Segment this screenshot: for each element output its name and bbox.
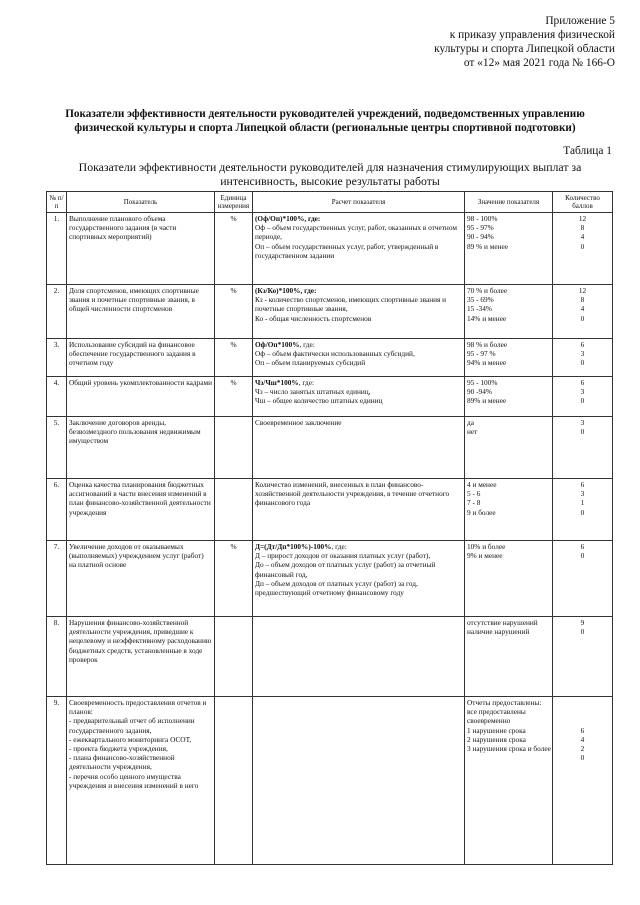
value-line: 89% и менее xyxy=(467,396,507,406)
value-line: 15 -34% xyxy=(467,304,492,314)
score-value: 0 xyxy=(580,507,585,517)
value-line: нет xyxy=(467,427,478,437)
score-value: 3 xyxy=(580,489,585,499)
indicator-line: - проекта бюджета учреждения, xyxy=(69,744,168,754)
row-number: 6. xyxy=(47,479,67,541)
score-value: 0 xyxy=(580,627,585,637)
indicator-cell xyxy=(67,697,215,865)
calculation-line: Чш – общее количество штатных единиц xyxy=(255,396,383,406)
value-cell xyxy=(465,479,553,541)
indicator-cell: Нарушения финансово-хозяйственной деятельности учреждения, приведшие к нецелевому и неэффективному расходованию бюджетных средств, установленные в ходе проверок xyxy=(67,617,215,697)
appendix-line-1: Приложение 5 xyxy=(545,15,615,27)
value-cell xyxy=(465,541,553,617)
indicator-cell: Выполнение планового объема государственного задания (в части спортивных мероприятий) xyxy=(67,213,215,285)
score-cell xyxy=(553,417,613,479)
score-value: 0 xyxy=(580,427,585,437)
score-value: 2 xyxy=(580,744,585,754)
row-number: 3. xyxy=(47,339,67,377)
value-line: 90 - 94% xyxy=(467,232,494,242)
value-line: наличие нарушений xyxy=(467,627,530,637)
table-row xyxy=(47,617,613,697)
indicators-table xyxy=(46,191,613,865)
calculation-line: Дп – объем доходов от платных услуг (работ) за год, предшествующий отчетному финансовому году xyxy=(255,578,418,598)
calculation-line: Оп – объем государственных услуг, работ, утвержденный в государственном задании xyxy=(255,241,439,260)
score-value: 1 xyxy=(580,498,585,508)
formula-tail: , где: xyxy=(298,378,314,387)
calculation-cell xyxy=(253,213,465,285)
score-value: 4 xyxy=(580,232,585,242)
value-line: 70 % и более xyxy=(467,286,508,295)
score-value: 0 xyxy=(580,551,585,561)
row-number: 1. xyxy=(47,213,67,285)
score-value: 0 xyxy=(580,396,585,406)
appendix-line-4: от «12» мая 2021 года № 166-О xyxy=(463,57,615,69)
calculation-formula xyxy=(255,542,462,551)
appendix-line-3: культуры и спорта Липецкой области xyxy=(434,43,615,55)
calculation-cell xyxy=(253,339,465,377)
row-number: 2. xyxy=(47,285,67,339)
calculation-cell xyxy=(253,697,465,865)
score-value: 4 xyxy=(580,734,585,744)
unit-cell: % xyxy=(215,541,253,617)
value-cell xyxy=(465,339,553,377)
col-header-indicator: Показатель xyxy=(67,192,215,213)
formula-text: (Кз/Ко)*100%, где: xyxy=(255,286,317,295)
value-line: 89 % и менее xyxy=(467,241,508,251)
value-line: 10% и более xyxy=(467,542,506,551)
calculation-formula xyxy=(255,286,462,295)
calculation-cell xyxy=(253,377,465,417)
score-value: 6 xyxy=(580,725,585,735)
formula-text: Чз/Чш*100% xyxy=(255,378,299,387)
calculation-line: Кз - количество спортсменов, имеющих спортивные звания и почетные спортивные звания, xyxy=(255,295,447,314)
score-value: 12 xyxy=(578,214,587,223)
row-number: 4. xyxy=(47,377,67,417)
indicator-line: - плана финансово-хозяйственной деятельности учреждения, xyxy=(69,753,175,772)
score-cell xyxy=(553,479,613,541)
value-line: 5 - 6 xyxy=(467,489,481,499)
calculation-cell xyxy=(253,417,465,479)
col-header-calc: Расчет показателя xyxy=(253,192,465,213)
score-cell xyxy=(553,697,613,865)
value-line: 4 и менее xyxy=(467,480,497,489)
unit-cell xyxy=(215,617,253,697)
calculation-line: До – объем доходов от платных услуг (работ) за отчетный финансовый год, xyxy=(255,560,436,579)
value-line: 95 - 100% xyxy=(467,378,498,387)
formula-text: (Оф/Оп)*100%, где: xyxy=(255,214,321,223)
score-value: 4 xyxy=(580,304,585,314)
table-body xyxy=(47,213,613,865)
unit-cell: % xyxy=(215,285,253,339)
document-heading xyxy=(30,107,620,135)
value-line: 95 - 97% xyxy=(467,223,494,233)
score-value: 6 xyxy=(580,480,585,489)
score-value: 0 xyxy=(580,313,585,323)
appendix-note xyxy=(434,14,615,70)
formula-text: Д=(Дт/Дп*100%)-100% xyxy=(255,542,332,551)
heading-line-1: Показатели эффективности деятельности руководителей учреждений, подведомственных управлению xyxy=(65,108,585,120)
calculation-formula xyxy=(255,340,462,349)
indicator-line: - ежеквартального мониторинга ОСОТ, xyxy=(69,734,192,744)
row-number: 8. xyxy=(47,617,67,697)
table-row xyxy=(47,213,613,285)
col-header-unit: Единица измерения xyxy=(215,192,253,213)
score-cell xyxy=(553,339,613,377)
score-value: 3 xyxy=(580,349,585,359)
table-row xyxy=(47,541,613,617)
calculation-formula xyxy=(255,214,462,223)
value-cell xyxy=(465,417,553,479)
score-value: 9 xyxy=(580,618,585,627)
formula-tail: , где: xyxy=(331,542,347,551)
table-row xyxy=(47,697,613,865)
table-row xyxy=(47,417,613,479)
score-value: 6 xyxy=(580,340,585,349)
score-spacer xyxy=(555,698,610,707)
table-header-row xyxy=(47,192,613,213)
appendix-line-2: к приказу управления физической xyxy=(449,29,615,41)
value-line: 35 - 69% xyxy=(467,295,494,305)
value-line: 3 нарушения срока и более xyxy=(467,744,551,754)
table-row xyxy=(47,339,613,377)
row-number: 5. xyxy=(47,417,67,479)
value-line: 95 - 97 % xyxy=(467,349,496,359)
unit-cell: % xyxy=(215,377,253,417)
unit-cell xyxy=(215,479,253,541)
value-cell xyxy=(465,377,553,417)
value-line: 9% и менее xyxy=(467,551,503,561)
score-cell xyxy=(553,285,613,339)
value-line: 98 - 100% xyxy=(467,214,498,223)
score-value: 0 xyxy=(580,753,585,763)
calculation-text: Количество изменений, внесенных в план финансово-хозяйственной деятельности учреждения, в течение отчетного финансового года xyxy=(255,480,450,508)
unit-cell xyxy=(215,417,253,479)
unit-cell xyxy=(215,697,253,865)
value-cell xyxy=(465,285,553,339)
indicator-cell: Общий уровень укомплектованности кадрами xyxy=(67,377,215,417)
unit-cell: % xyxy=(215,213,253,285)
value-line: 98 % и более xyxy=(467,340,508,349)
value-line: 1 нарушение срока xyxy=(467,725,526,735)
calculation-line: Оп – объем планируемых субсидий xyxy=(255,358,366,368)
value-line: 2 нарушения срока xyxy=(467,734,526,744)
score-value: 6 xyxy=(580,542,585,551)
calculation-line: Чз – число занятых штатных единиц, xyxy=(255,387,371,397)
score-spacer xyxy=(555,707,610,716)
value-line: 14% и менее xyxy=(467,313,507,323)
value-cell xyxy=(465,213,553,285)
calculation-line: Д – прирост доходов от оказания платных услуг (работ), xyxy=(255,551,431,561)
calculation-line: Оф – объем фактически использованных субсидий, xyxy=(255,349,415,359)
calculation-line: Оф – объем государственных услуг, работ, оказанных в отчетном периоде, xyxy=(255,223,457,242)
indicator-cell: Использование субсидий на финансовое обеспечение государственного задания в отчетном году xyxy=(67,339,215,377)
score-cell xyxy=(553,213,613,285)
table-row xyxy=(47,377,613,417)
calculation-cell xyxy=(253,285,465,339)
value-line: 9 и более xyxy=(467,507,496,517)
value-header-line: все предоставлены своевременно xyxy=(467,707,526,726)
calculation-cell xyxy=(253,479,465,541)
score-spacer xyxy=(555,716,610,725)
score-value: 6 xyxy=(580,378,585,387)
col-header-num: № п/п xyxy=(47,192,67,213)
calculation-text: Своевременное заключение xyxy=(255,418,342,427)
value-line: 94% и менее xyxy=(467,358,507,368)
score-value: 8 xyxy=(580,295,585,305)
heading-line-2: физической культуры и спорта Липецкой области (региональные центры спортивной подготовки) xyxy=(74,122,576,134)
indicator-line: - предварительный отчет об исполнении государственного задания, xyxy=(69,716,195,735)
value-header-line: Отчеты предоставлены: xyxy=(467,698,542,707)
score-value: 3 xyxy=(580,418,585,427)
indicator-line: - перечня особо ценного имущества учреждения и внесения изменений в него xyxy=(69,771,199,790)
table-row xyxy=(47,285,613,339)
score-cell xyxy=(553,377,613,417)
score-value: 3 xyxy=(580,387,585,397)
score-value: 12 xyxy=(578,286,587,295)
indicator-cell: Оценка качества планирования бюджетных ассигнований в части внесения изменений в план финансово-хозяйственной деятельности учреждения xyxy=(67,479,215,541)
col-header-score: Количество баллов xyxy=(553,192,613,213)
value-line: 90 -94% xyxy=(467,387,492,397)
indicator-cell: Доля спортсменов, имеющих спортивные звания и почетные спортивные звания, в общей численности спортсменов xyxy=(67,285,215,339)
value-cell xyxy=(465,697,553,865)
table-label: Таблица 1 xyxy=(563,145,612,157)
value-line: отсутствие нарушений xyxy=(467,618,538,627)
formula-tail: , где: xyxy=(299,340,315,349)
calculation-formula xyxy=(255,378,462,387)
col-header-value: Значение показателя xyxy=(465,192,553,213)
calculation-line: Ко - общая численность спортсменов xyxy=(255,313,372,323)
calculation-cell xyxy=(253,617,465,697)
score-value: 8 xyxy=(580,223,585,233)
table-row xyxy=(47,479,613,541)
value-line: да xyxy=(467,418,474,427)
row-number: 9. xyxy=(47,697,67,865)
calculation-cell xyxy=(253,541,465,617)
indicator-cell: Заключение договоров аренды, безвозмездного пользования недвижимым имуществом xyxy=(67,417,215,479)
value-line: 7 - 8 xyxy=(467,498,481,508)
indicator-line: Своевременность предоставления отчетов и планов: xyxy=(69,698,207,717)
score-cell xyxy=(553,541,613,617)
score-cell xyxy=(553,617,613,697)
formula-text: Оф/Оп*100% xyxy=(255,340,300,349)
row-number: 7. xyxy=(47,541,67,617)
score-value: 0 xyxy=(580,241,585,251)
value-cell xyxy=(465,617,553,697)
unit-cell: % xyxy=(215,339,253,377)
table-caption: Показатели эффективности деятельности руководителей для назначения стимулирующих выплат за интенсивность, высокие результаты работы xyxy=(78,160,582,188)
score-value: 0 xyxy=(580,358,585,368)
indicator-cell: Увеличение доходов от оказываемых (выполняемых) учреждением услуг (работ) на платной основе xyxy=(67,541,215,617)
